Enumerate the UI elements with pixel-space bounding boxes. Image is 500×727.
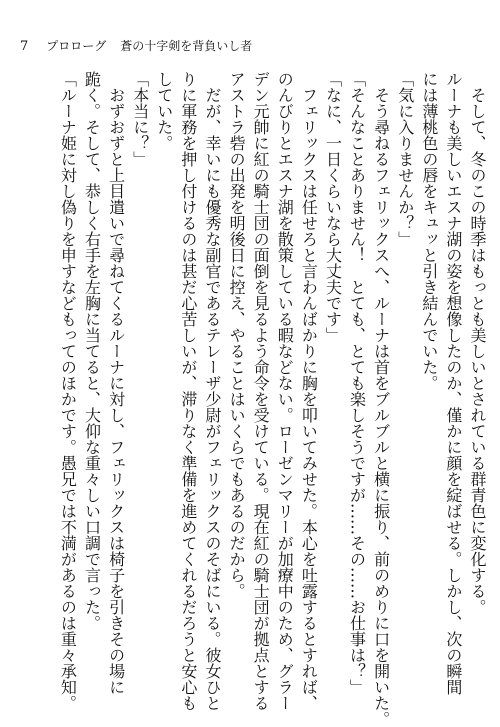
dialogue-line: 「ルーナ姫に対し偽りを申すなどもってのほかです。愚兄では不満があるのは重々承知。: [58, 71, 78, 711]
book-title: 蒼の十字剣を背負いし者: [120, 39, 253, 53]
dialogue-line: 「気に入りませんか？」: [395, 71, 415, 247]
text-line: おずおずと上目遣いで尋ねてくるルーナに対し、フェリックスは椅子を引きその場に: [106, 87, 126, 695]
dialogue-line: 「本当に？」: [130, 71, 150, 167]
text-line: フェリックスは任せろと言わんばかりに胸を叩いてみせた。本心を吐露するとすれば、: [299, 87, 319, 711]
text-line: だが、幸いにも優秀な副官であるテレーザ少尉がフェリックスのそばにいる。彼女ひと: [202, 87, 222, 711]
text-line: していた。: [154, 71, 174, 151]
text-line: 跪く。そして、恭しく右手を左胸に当てると、大仰な重々しい口調で言った。: [82, 71, 102, 631]
vertical-body-text: [55, 71, 489, 727]
dialogue-line: 「なに、一日くらいなら大丈夫です」: [323, 71, 343, 343]
text-line: デン元帥に紅の騎士団の面倒を見るよう命令を受けている。現在紅の騎士団が拠点とする: [251, 71, 271, 711]
text-line: のんびりとエスナ湖を散策している暇などない。ローゼンマリーが加療中のため、グラー: [275, 71, 295, 711]
dialogue-line: 「そんなことありません！ とても、とても楽しそうですが……その……お仕事は？」: [347, 71, 367, 695]
page-number: 7: [20, 39, 29, 54]
text-line: には薄桃色の唇をキュッと引き結んでいた。: [419, 71, 439, 391]
text-line: そして、冬のこの時季はもっとも美しいとされている群青色に変化する。: [468, 87, 487, 615]
text-line: りに軍務を押し付けるのは甚だ心苦しいが、滞りなく準備を進めてくれるだろうと安心も: [178, 71, 198, 711]
running-header: [20, 40, 252, 53]
text-line: ルーナも美しいエスナ湖の姿を想像したのか、僅かに顔を綻ばせる。しかし、次の瞬間: [443, 71, 463, 695]
chapter-title: プロローグ: [46, 39, 107, 53]
text-line: アストラ砦の出発を明後日に控え、やることはいくらでもあるのだから。: [227, 71, 247, 599]
text-line: そう尋ねるフェリックスへ、ルーナは首をブルブルと横に振り、前のめりに口を開いた。: [371, 87, 391, 727]
